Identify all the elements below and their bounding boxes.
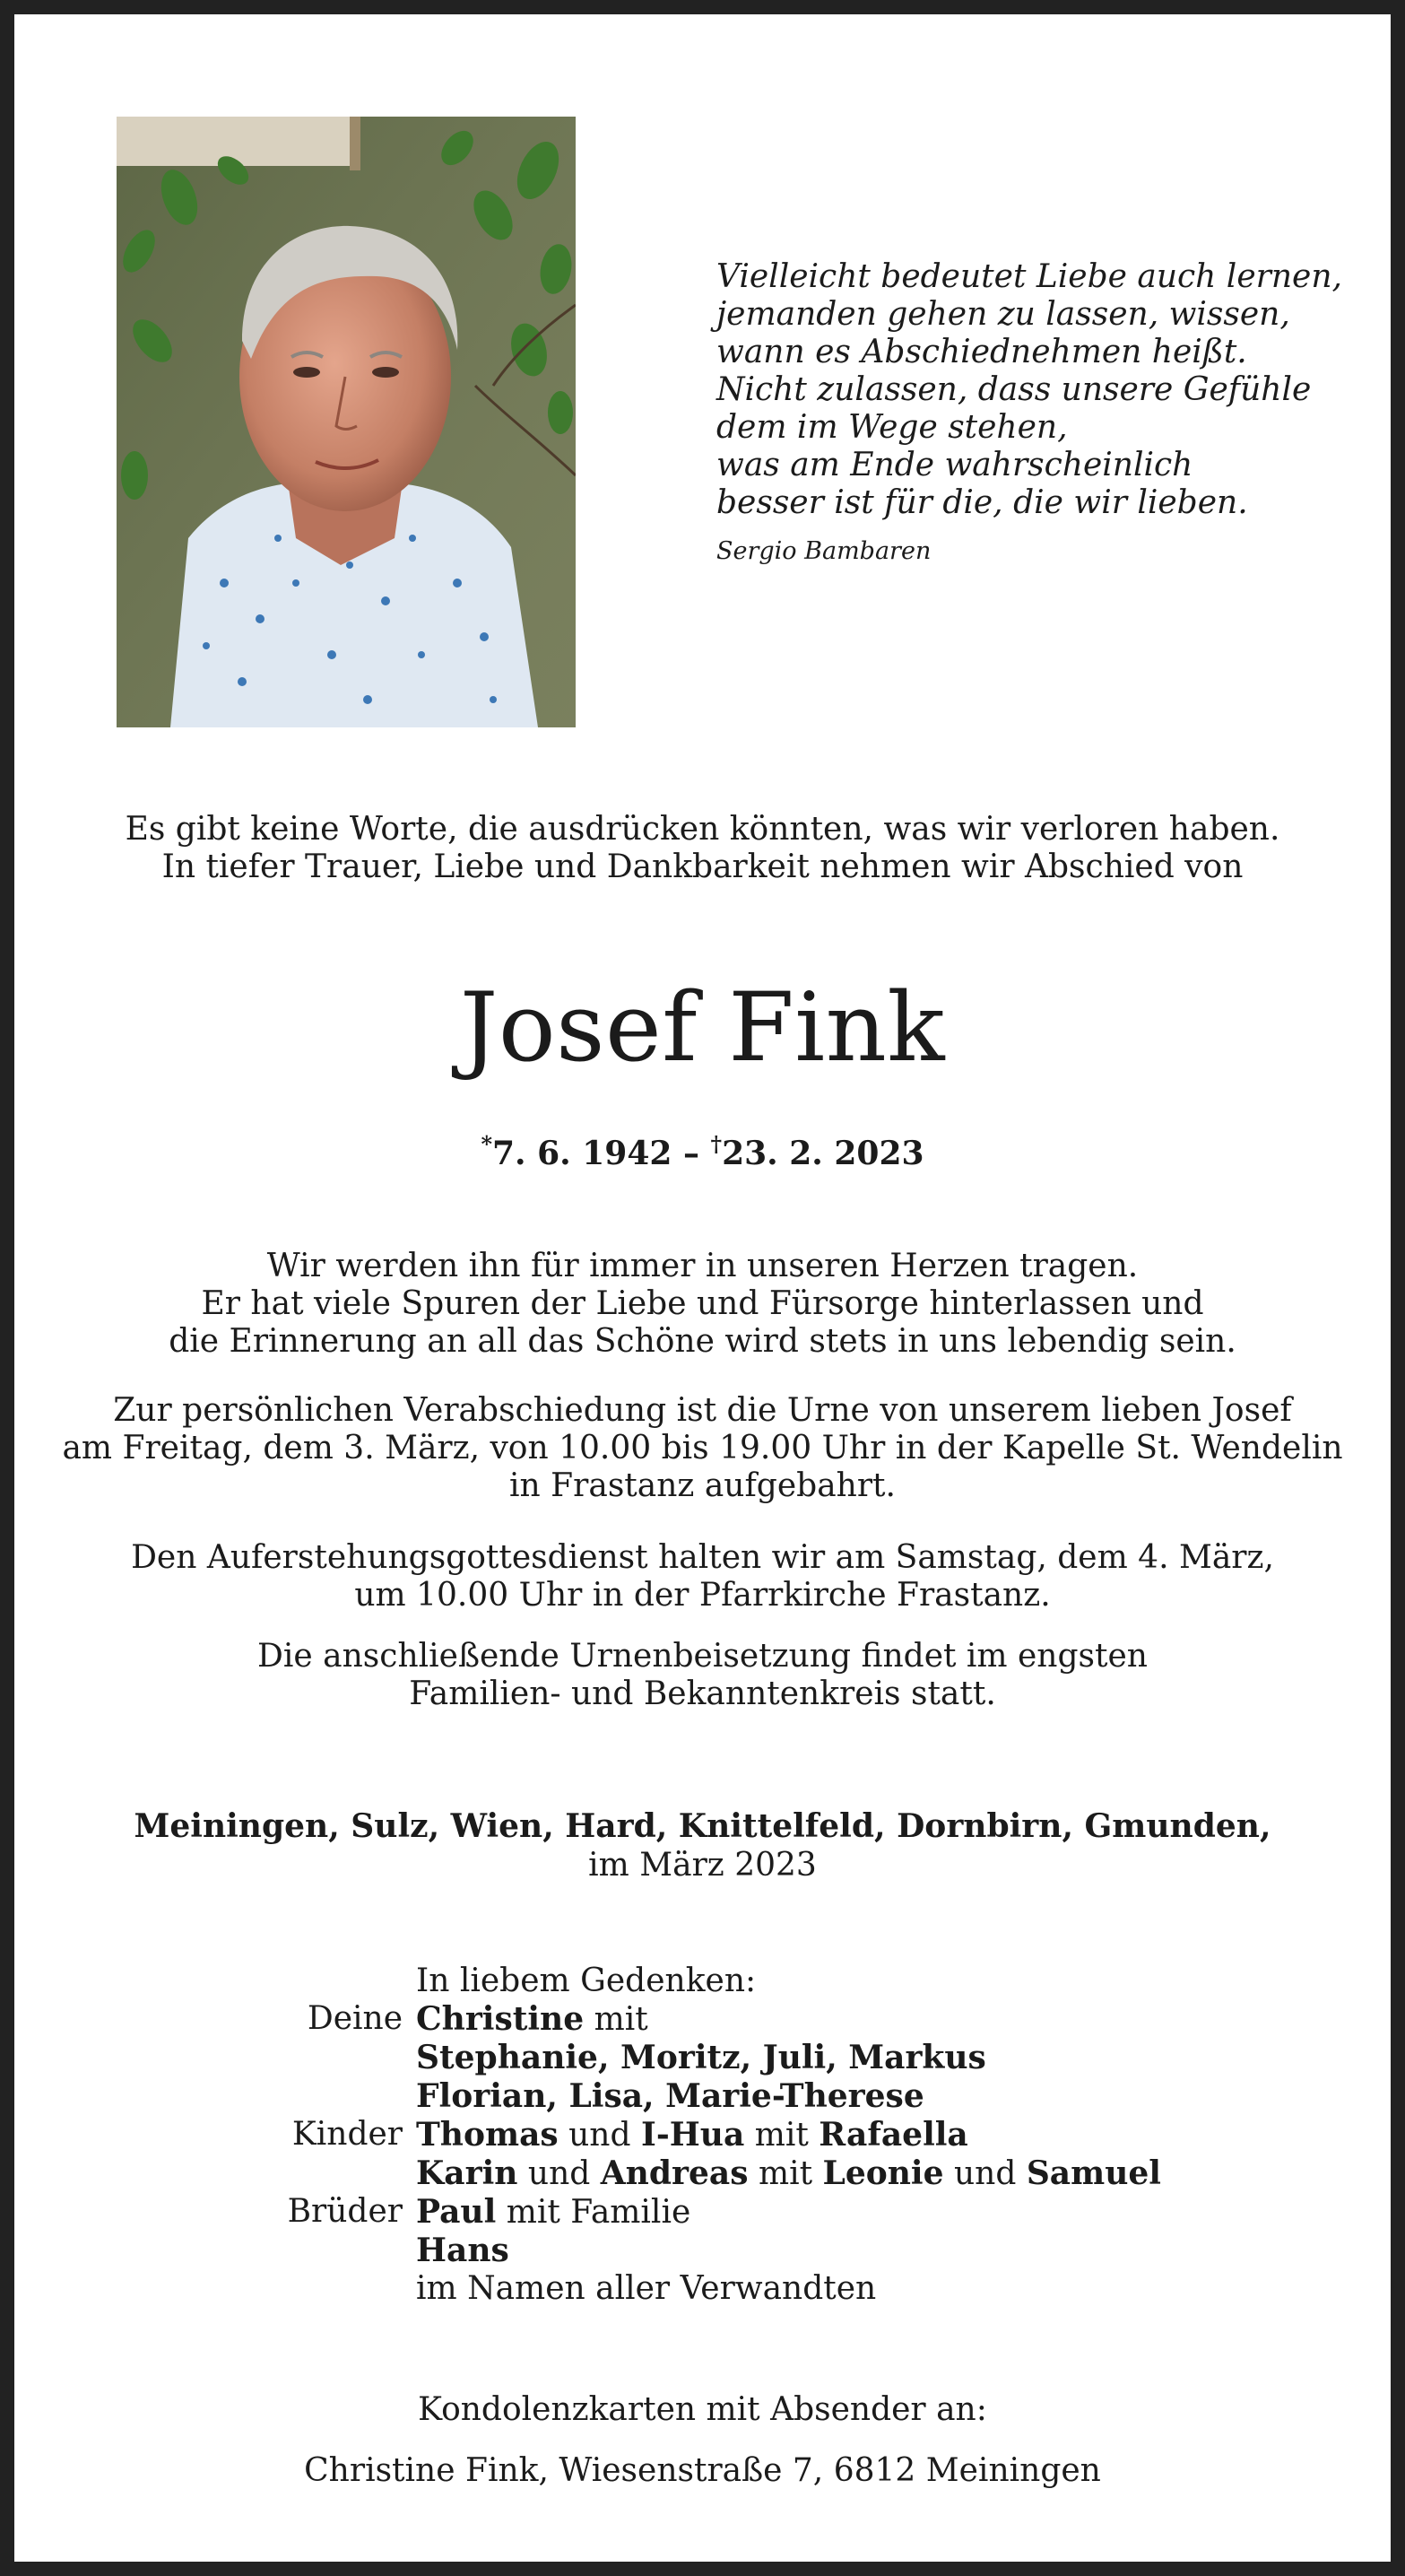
grandchildren-names: Stephanie, Moritz, Juli, Markus <box>416 2039 986 2076</box>
portrait-photo <box>117 117 576 727</box>
family-row: Deine Christine mit <box>194 2000 1270 2039</box>
grandchildren-names: Florian, Lisa, Marie-Therese <box>416 2077 924 2115</box>
condolence-note: Kondolenzkarten mit Absender an: <box>418 2391 987 2428</box>
label-brueder: Brüder <box>287 2193 403 2230</box>
brother-name: Hans <box>416 2232 509 2269</box>
paragraph-line: die Erinnerung an all das Schöne wird stets in uns lebendig sein. <box>169 1323 1236 1360</box>
family-row <box>194 2270 1270 2308</box>
burial-paragraph <box>14 1638 1391 1713</box>
brother-name: Paul <box>416 2193 497 2231</box>
birth-symbol: * <box>481 1131 492 1157</box>
birth-date: 7. 6. 1942 <box>492 1135 672 1172</box>
deceased-name: Josef Fink <box>459 972 946 1083</box>
grandchild-name: Rafaella <box>819 2116 968 2154</box>
family-closing: im Namen aller Verwandten <box>416 2270 877 2307</box>
intro-text <box>14 811 1391 886</box>
quote-line: Vielleicht bedeutet Liebe auch lernen, <box>716 258 1342 295</box>
quote-line: jemanden gehen zu lassen, wissen, <box>716 296 1290 333</box>
child-name: Karin <box>416 2154 518 2192</box>
partner-name: I-Hua <box>640 2116 745 2154</box>
quote-block <box>716 258 1344 570</box>
death-date: 23. 2. 2023 <box>722 1135 924 1172</box>
partner-name: Andreas <box>600 2154 749 2192</box>
family-row <box>194 2232 1270 2270</box>
condolence-address: Christine Fink, Wiesenstraße 7, 6812 Meiningen <box>304 2452 1101 2489</box>
quote-line: Nicht zulassen, dass unsere Gefühle <box>716 371 1312 408</box>
family-row: Kinder Thomas und I-Hua mit Rafaella <box>194 2116 1270 2154</box>
label-kinder: Kinder <box>291 2116 403 2153</box>
portrait-illustration <box>117 117 576 727</box>
paragraph-line: Die anschließende Urnenbeisetzung findet im engsten <box>257 1638 1148 1675</box>
paragraph-line: Familien- und Bekanntenkreis statt. <box>409 1675 996 1712</box>
paragraph-line: Er hat viele Spuren der Liebe und Fürsorge hinterlassen und <box>201 1285 1204 1322</box>
paragraph-line: Zur persönlichen Verabschiedung ist die Urne von unserem lieben Josef <box>113 1392 1292 1429</box>
paragraph-line: Den Auferstehungsgottesdienst halten wir am Samstag, dem 4. März, <box>131 1539 1274 1576</box>
quote-line: wann es Abschiednehmen heißt. <box>716 334 1247 370</box>
quote-line: dem im Wege stehen, <box>716 409 1068 446</box>
family-row: Karin und Andreas mit Leonie und Samuel <box>416 2154 1161 2192</box>
obituary-notice <box>14 14 1391 2562</box>
family-heading: In liebem Gedenken: <box>416 1962 757 1999</box>
family-row <box>194 2077 1270 2116</box>
wife-name: Christine <box>416 2000 585 2038</box>
places-list: Meiningen, Sulz, Wien, Hard, Knittelfeld, Dornbirn, Gmunden, <box>134 1807 1271 1845</box>
grandchild-name: Leonie <box>822 2154 944 2192</box>
date-separator: – <box>672 1135 711 1172</box>
family-row <box>194 1962 1270 2000</box>
quote-author: Sergio Bambaren <box>716 537 932 565</box>
paragraph-line: Wir werden ihn für immer in unseren Herzen tragen. <box>266 1248 1139 1284</box>
viewing-paragraph <box>14 1392 1391 1505</box>
life-dates <box>14 1125 1391 1173</box>
intro-line-1: Es gibt keine Worte, die ausdrücken könnten, was wir verloren haben. <box>125 811 1280 848</box>
family-row <box>194 2039 1270 2077</box>
child-name: Thomas <box>416 2116 559 2154</box>
death-symbol: † <box>710 1131 723 1157</box>
intro-line-2: In tiefer Trauer, Liebe und Dankbarkeit nehmen wir Abschied von <box>161 849 1244 885</box>
paragraph-line: am Freitag, dem 3. März, von 10.00 bis 19.00 Uhr in der Kapelle St. Wendelin <box>62 1430 1343 1466</box>
service-paragraph <box>14 1539 1391 1614</box>
memorial-paragraph <box>14 1248 1391 1361</box>
paragraph-line: um 10.00 Uhr in der Pfarrkirche Frastanz. <box>354 1577 1051 1614</box>
notice-date: im März 2023 <box>588 1847 817 1884</box>
places-and-date <box>14 1806 1391 1885</box>
family-row: Brüder Paul mit Familie <box>194 2193 1270 2232</box>
family-list <box>194 1962 1270 2308</box>
label-deine: Deine <box>307 2000 403 2037</box>
quote-line: was am Ende wahrscheinlich <box>716 447 1193 483</box>
quote-line: besser ist für die, die wir lieben. <box>716 484 1248 521</box>
grandchild-name: Samuel <box>1026 2154 1161 2192</box>
paragraph-line: in Frastanz aufgebahrt. <box>509 1467 896 1504</box>
